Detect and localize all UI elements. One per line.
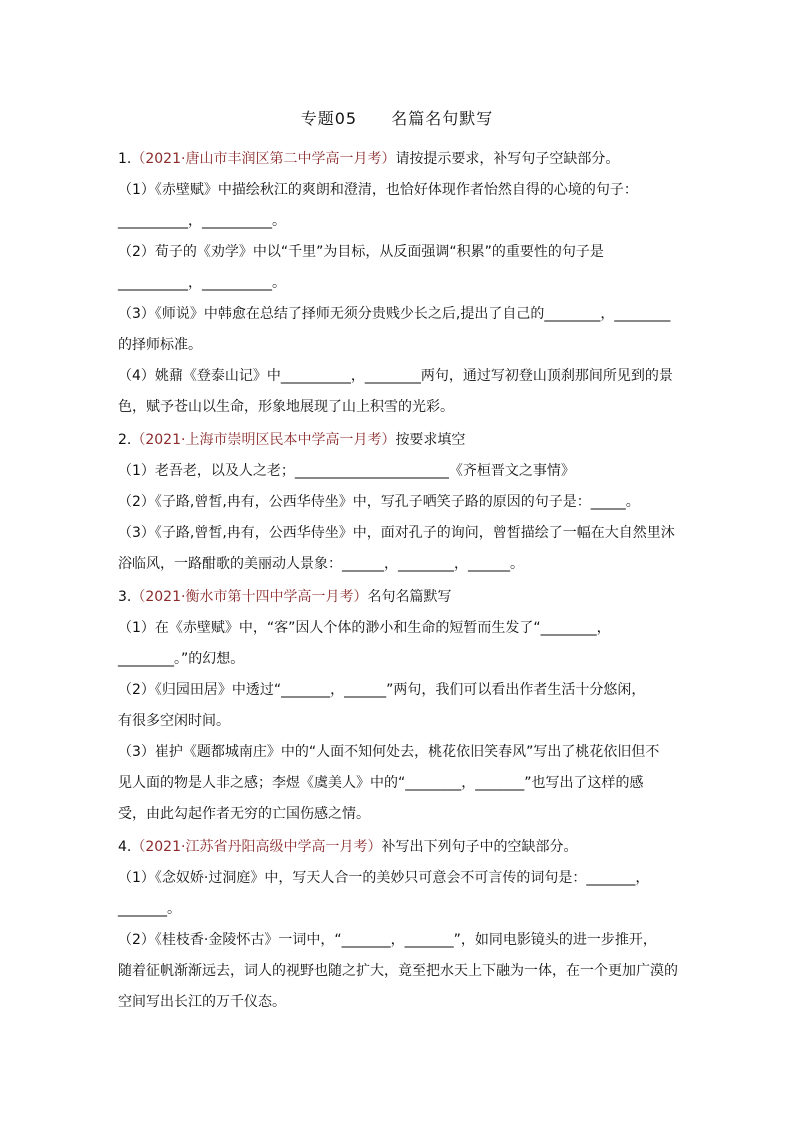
question-line: 随着征帆渐渐远去，词人的视野也随之扩大，竟至把水天上下融为一体，在一个更加广漠的: [118, 963, 678, 979]
question-line: 有很多空闲时间。: [118, 713, 230, 729]
question-line: （3）《师说》中韩愈在总结了择师无须分贵贱少长之后,提出了自己的________，________: [118, 306, 671, 322]
question-line: 见人面的物是人非之感；李煜《虞美人》中的“________，_______”也写出了这样的感: [118, 775, 644, 791]
question-line: 色，赋予苍山以生命，形象地展现了山上积雪的光彩。: [118, 399, 454, 415]
question-number: 1.: [118, 151, 132, 167]
question-list: [118, 142, 686, 1018]
question-instruction: 补写出下列句子中的空缺部分。: [381, 839, 578, 855]
question-line: _______。: [118, 901, 181, 917]
question-source: （2021·衡水市第十四中学高一月考）: [131, 589, 368, 605]
question-instruction: 按要求填空: [395, 432, 466, 448]
question-line: （2）《子路,曾皙,冉有，公西华侍坐》中，写孔子哂笑子路的原因的句子是：_____。: [118, 494, 640, 510]
question-line: （1）《赤壁赋》中描绘秋江的爽朗和澄清，也恰好体现作者怡然自得的心境的句子：: [118, 182, 638, 198]
answer-blank-line: __________，__________。: [118, 213, 286, 229]
question-line: （1）《念奴娇·过洞庭》中，写天人合一的美妙只可意会不可言传的词句是：_______，: [118, 870, 650, 886]
question-number: 2.: [118, 432, 132, 448]
question-line: （2）《桂枝香·金陵怀古》一词中，“_______，_______”，如同电影镜头的进一步推开，: [118, 932, 657, 948]
question-instruction: 请按提示要求，补写句子空缺部分。: [395, 151, 620, 167]
question-line: 的择师标准。: [118, 337, 202, 353]
question-line: （2）《归园田居》中透过“_______，______”两句，我们可以看出作者生活十分悠闲，: [118, 682, 646, 698]
question-line: 受，由此勾起作者无穷的亡国伤感之情。: [118, 806, 370, 822]
question-1-header: [118, 144, 686, 175]
question-3-header: [118, 582, 686, 613]
question-number: 4.: [118, 839, 132, 855]
question-4-header: [118, 832, 686, 863]
question-2-header: [118, 425, 686, 456]
question-line: （1）老吾老，以及人之老；______________________《齐桓晋文之事情》: [118, 463, 575, 479]
question-source: （2021·江苏省丹阳高级中学高一月考）: [131, 839, 382, 855]
title-topic: 专题05: [300, 109, 358, 128]
question-source: （2021·唐山市丰润区第二中学高一月考）: [131, 151, 396, 167]
title-name: 名篇名句默写: [391, 109, 494, 128]
question-line: 空间写出长江的万千仪态。: [118, 994, 286, 1010]
question-instruction: 名句名篇默写: [367, 589, 452, 605]
question-line: （2）荀子的《劝学》中以“千里”为目标，从反面强调“积累”的重要性的句子是: [118, 244, 604, 260]
question-source: （2021·上海市崇明区民本中学高一月考）: [131, 432, 396, 448]
answer-blank-line: __________，__________。: [118, 275, 286, 291]
question-line: （1）在《赤壁赋》中，“客”因人个体的渺小和生命的短暂而生发了“________，: [118, 620, 611, 636]
question-line: 浴临风，一路酣歌的美丽动人景象：______，________，______。: [118, 556, 524, 572]
page-title: [0, 106, 794, 129]
question-number: 3.: [118, 589, 132, 605]
question-line: （3）崔护《题都城南庄》中的“人面不知何处去，桃花依旧笑春风”写出了桃花依旧但不: [118, 744, 660, 760]
question-line: （3）《子路,曾皙,冉有，公西华侍坐》中，面对孔子的询问，曾皙描绘了一幅在大自然里沐: [118, 525, 675, 541]
question-line: ________。”的幻想。: [118, 651, 245, 667]
question-line: （4）姚鼐《登泰山记》中__________，________两句，通过写初登山顶刹那间所见到的景: [118, 368, 673, 384]
